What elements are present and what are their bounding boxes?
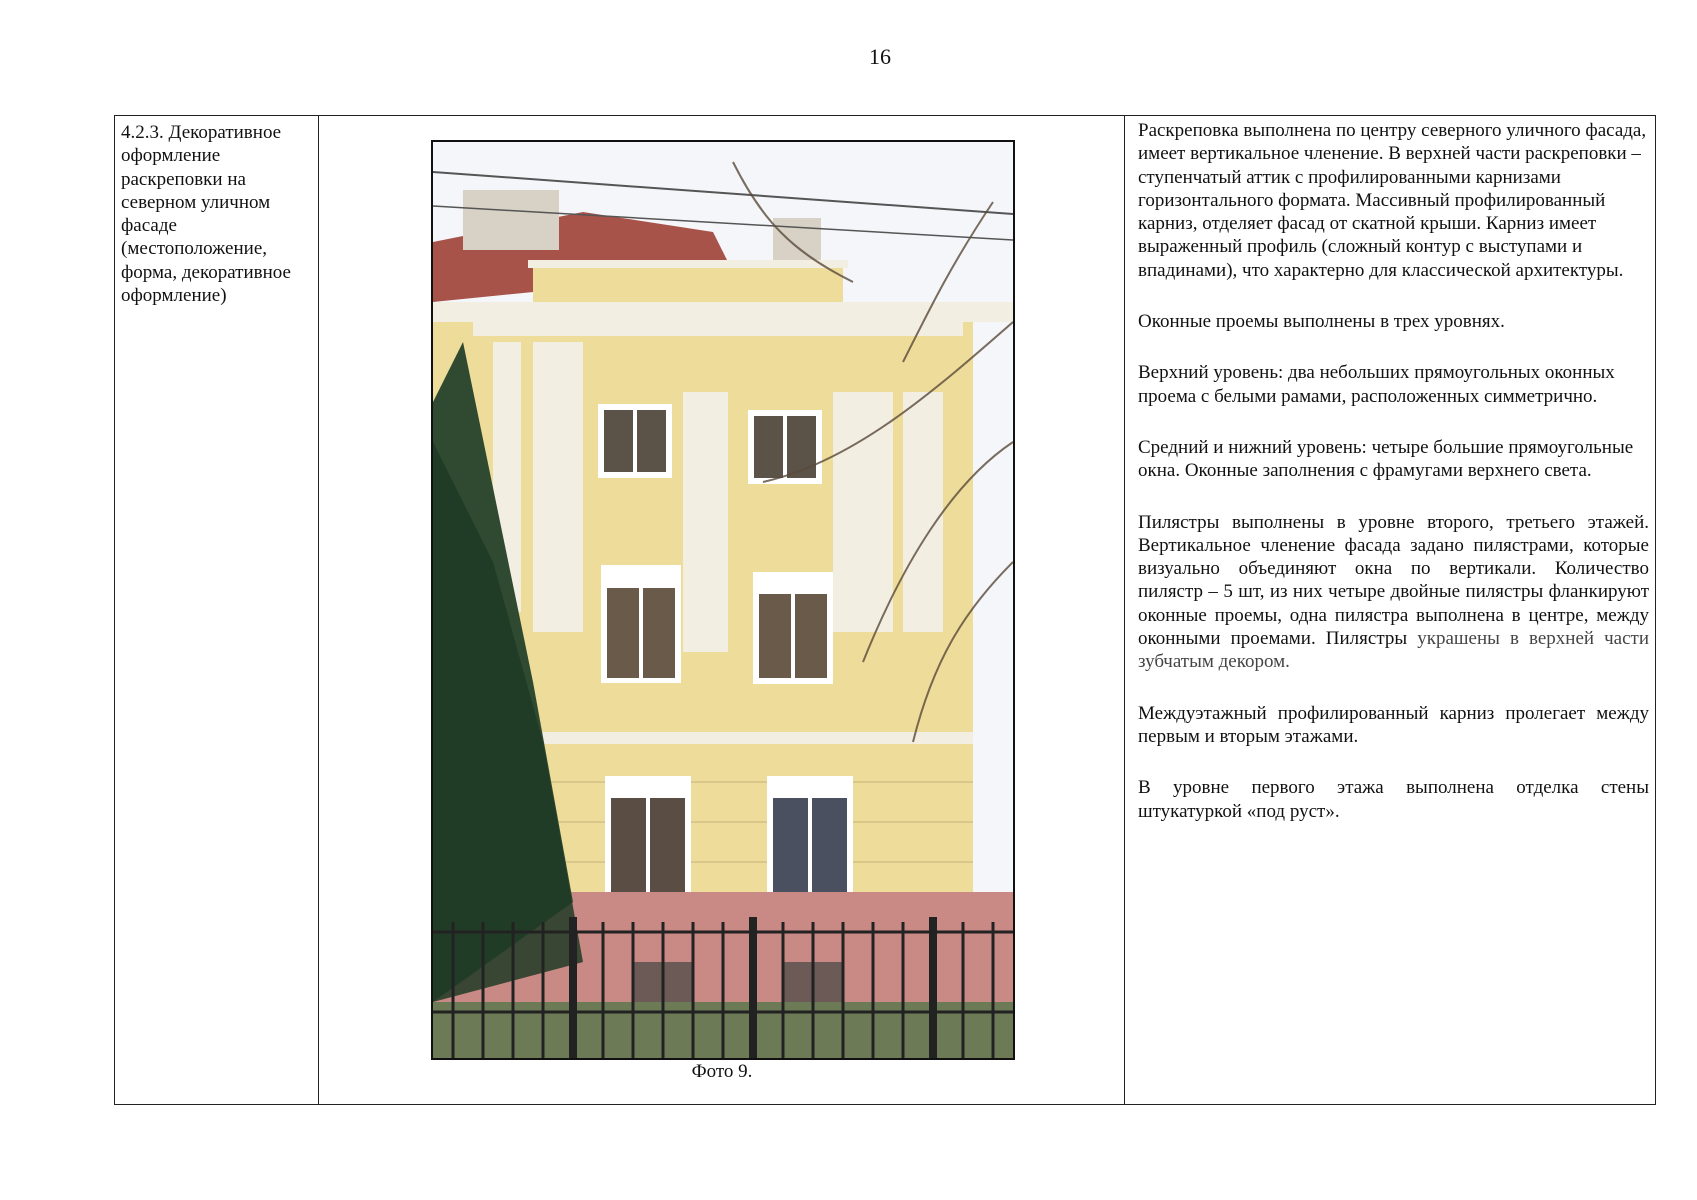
photo-cell	[319, 116, 1125, 1105]
pilaster-text-tail: украшены в верхней части зубчатым декором.	[1138, 628, 1650, 673]
description-paragraph: Верхний уровень: два небольших прямоугольных оконных проема с белыми рамами, расположенных симметрично.	[1138, 362, 1615, 407]
description-paragraph	[1138, 511, 1649, 674]
building-facade-photo	[431, 140, 1015, 1060]
pilaster-text: Пилястры выполнены в уровне второго, третьего этажей. Вертикальное членение фасада задано пилястрами, которые визуально объединяют окна по вертикали. Количество пилястр – 5 шт, из них четыре двойные пилястры фланкируют оконные проемы, одна пилястра выполнена в центре, между оконными проемами. Пилястры	[1138, 511, 1649, 650]
photo-caption: Фото 9.	[691, 1061, 753, 1082]
description-paragraph: Раскреповка выполнена по центру северного уличного фасада, имеет вертикальное членение. В верхней части раскреповки – ступенчатый аттик с профилированными карнизами горизонтального формата. Массивный профилированный карниз, отделяет фасад от скатной крыши. Карниз имеет выраженный профиль (сложный контур с выступами и впадинами), что характерно для классической архитектуры.	[1138, 120, 1647, 281]
page-number: 16	[869, 44, 891, 69]
description-paragraph: В уровне первого этажа выполнена отделка стены штукатуркой «под руст».	[1138, 777, 1649, 822]
description-paragraph: Оконные проемы выполнены в трех уровнях.	[1138, 311, 1505, 333]
document-table	[114, 115, 1656, 1105]
table-row	[115, 116, 1656, 1105]
facade-illustration	[433, 142, 1013, 1058]
description-paragraph: Средний и нижний уровень: четыре большие прямоугольные окна. Оконные заполнения с фрамугами верхнего света.	[1138, 436, 1634, 482]
description-cell	[1125, 116, 1656, 1105]
section-label: 4.2.3. Декоративное оформление раскреповки на северном уличном фасаде (местоположение, форма, декоративное оформление)	[115, 116, 319, 1105]
description-paragraph: Междуэтажный профилированный карниз пролегает между первым и вторым этажами.	[1138, 702, 1649, 747]
